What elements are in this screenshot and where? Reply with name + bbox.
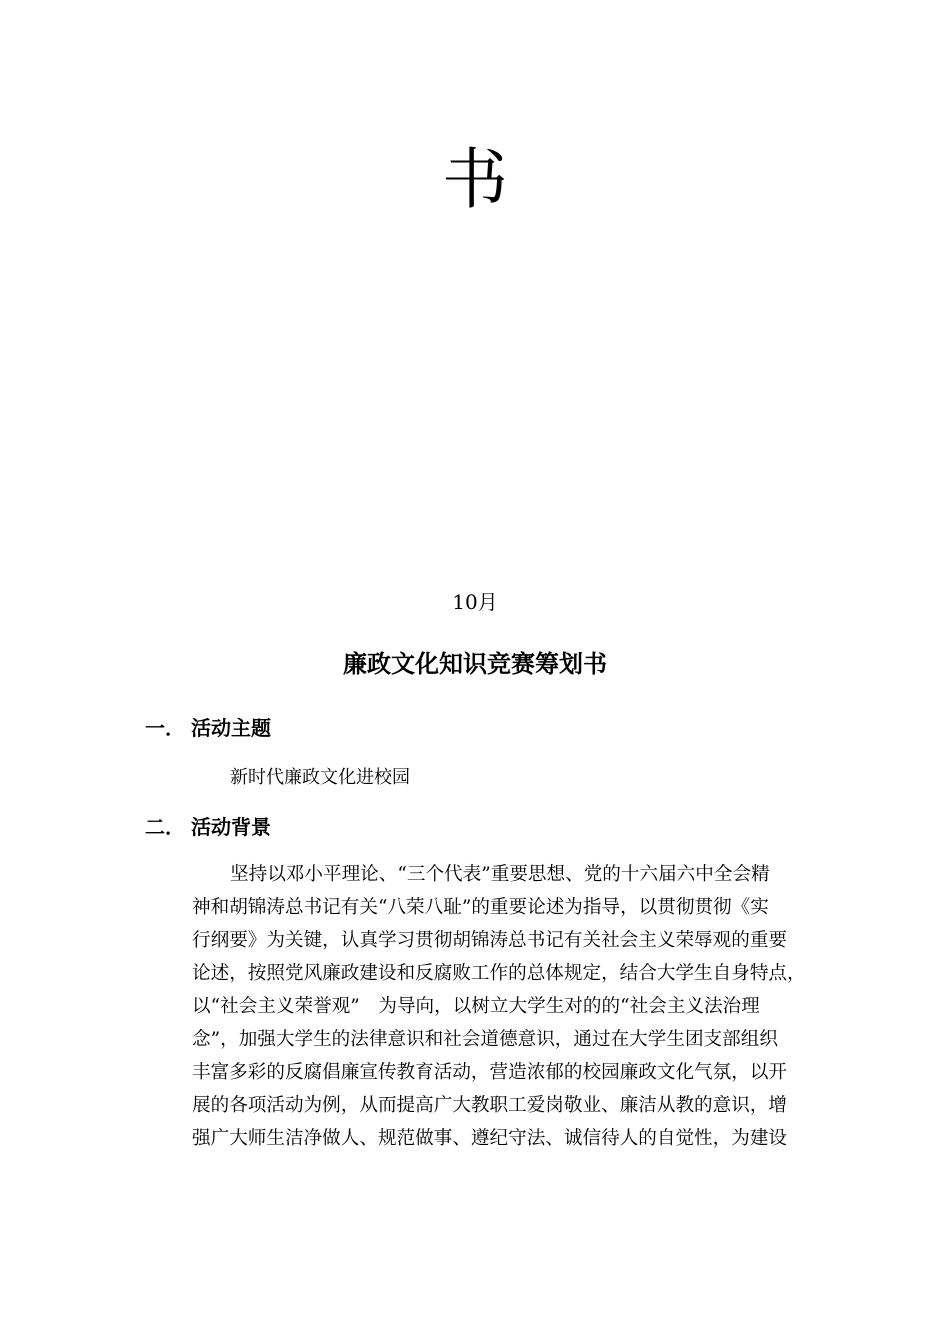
paragraph-line: 坚持以邓小平理论、“三个代表”重要思想、党的十六届六中全会精 — [230, 864, 770, 885]
background-paragraph — [192, 858, 812, 1155]
paragraph-line: 念”，加强大学生的法律意识和社会道德意识，通过在大学生团支部组织 — [192, 1029, 778, 1050]
paragraph-line: 丰富多彩的反腐倡廉宣传教育活动，营造浓郁的校园廉政文化气氛，以开 — [192, 1062, 788, 1083]
cover-character: 书 — [442, 141, 508, 218]
theme-text: 新时代廉政文化进校园 — [230, 767, 410, 788]
cover-date: 10月 — [452, 590, 498, 614]
paragraph-line: 强广大师生洁净做人、规范做事、遵纪守法、诚信待人的自觉性，为建设 — [192, 1128, 788, 1149]
paragraph-line: 以“社会主义荣誉观” 为导向，以树立大学生对的的“社会主义法治理 — [192, 996, 760, 1017]
paragraph-line: 展的各项活动为例，从而提高广大教职工爱岗敬业、廉洁从教的意识，增 — [192, 1095, 788, 1116]
section-heading-theme — [145, 713, 271, 743]
section-number: 二． — [145, 815, 185, 839]
section-heading-text: 活动主题 — [191, 716, 271, 740]
section-heading-background — [145, 812, 271, 842]
document-title: 廉政文化知识竞赛筹划书 — [343, 649, 607, 678]
paragraph-line: 神和胡锦涛总书记有关“八荣八耻”的重要论述为指导，以贯彻贯彻《实 — [192, 897, 769, 918]
section-number: 一． — [145, 716, 185, 740]
paragraph-line: 论述，按照党风廉政建设和反腐败工作的总体规定，结合大学生自身特点， — [192, 963, 806, 984]
paragraph-line: 行纲要》为关键，认真学习贯彻胡锦涛总书记有关社会主义荣辱观的重要 — [192, 930, 788, 951]
section-heading-text: 活动背景 — [191, 815, 271, 839]
